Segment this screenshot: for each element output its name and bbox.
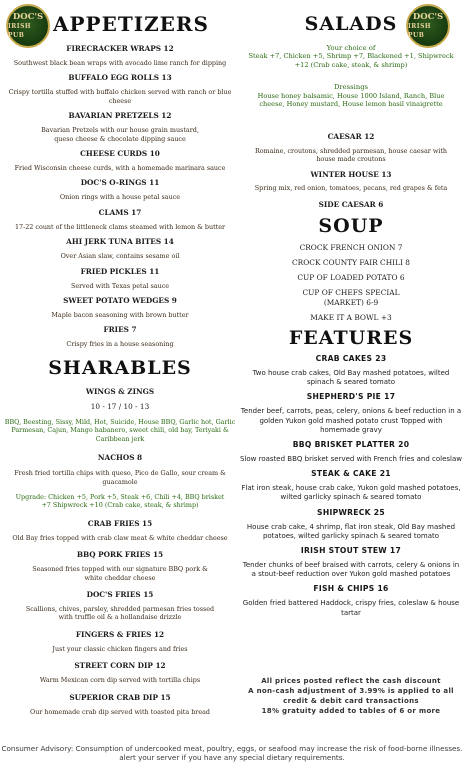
salad-item xyxy=(240,200,462,209)
soup-heading: SOUP xyxy=(318,215,384,237)
item-desc: Southwest black bean wraps with avocado lime ranch for dipping xyxy=(13,59,227,67)
logo-text-line2: IRISH PUB xyxy=(8,22,32,39)
item-name: SHEPHERD'S PIE 17 xyxy=(306,392,396,402)
item-name: SWEET POTATO WEDGES 9 xyxy=(63,296,177,306)
wing-flavors: BBQ, Beesting, Sissy, Mild, Hot, Suicide, House BBQ, Garlic hot, Garlic Parmesan, Cajun, Mango habanero, sweet chili, old bay, Teriyaki & Caribbean jerk xyxy=(4,418,236,443)
item-desc: Tender beef, carrots, peas, celery, onions & beef reduction in a golden Yukon gold mashed potato crust Topped with homemade gravy xyxy=(240,407,462,434)
item-desc: Bavarian Pretzels with our house grain mustard, queso cheese & chocolate dipping sauce xyxy=(41,126,199,143)
sharable-item xyxy=(2,519,238,542)
item-desc: Scallions, chives, parsley, shredded parmesan fries tossed with truffle oil & a hollandaise drizzle xyxy=(25,605,215,622)
soup-list xyxy=(240,243,462,323)
appetizers-heading: APPETIZERS xyxy=(53,12,209,36)
sharables-list xyxy=(2,387,238,716)
item-desc: Spring mix, red onion, tomatoes, pecans, red grapes & feta xyxy=(254,183,448,192)
sharable-item-wings xyxy=(2,387,238,443)
item-desc: Fried Wisconsin cheese curds, with a homemade marinara sauce xyxy=(14,164,226,173)
item-name: STREET CORN DIP 12 xyxy=(74,661,166,671)
sharables-heading: SHARABLES xyxy=(48,357,192,379)
item-name: CRAB FRIES 15 xyxy=(87,518,153,528)
sharable-item xyxy=(2,693,238,716)
sharable-item-nachos xyxy=(2,453,238,510)
item-name: CAESAR 12 xyxy=(327,132,375,141)
pricing-notes xyxy=(240,676,462,716)
item-name: WINTER HOUSE 13 xyxy=(310,169,392,179)
sharable-item xyxy=(2,590,238,622)
item-name: STEAK & CAKE 21 xyxy=(311,469,391,479)
logo-text-line1: DOC'S xyxy=(412,11,444,22)
features-heading: FEATURES xyxy=(288,327,414,349)
logo-text-line1: DOC'S xyxy=(12,11,44,22)
item-desc: Two house crab cakes, Old Bay mashed potatoes, wilted spinach & seared tomato xyxy=(252,369,450,387)
appetizer-item xyxy=(2,296,238,319)
consumer-advisory: Consumer Advisory: Consumption of undercooked meat, poultry, eggs, or seafood may increase the risk of food-borne illnesses. alert your server if you have any special dietary requirements. xyxy=(1,744,463,763)
appetizer-item xyxy=(2,111,238,143)
item-desc: Over Asian slaw, contains sesame oil xyxy=(60,252,180,261)
salads-heading: SALADS xyxy=(304,13,398,35)
item-desc: Flat iron steak, house crab cake, Yukon gold mashed potatoes, wilted garlicky spinach & seared tomato xyxy=(241,484,461,502)
item-desc: Our homemade crab dip served with toasted pita bread xyxy=(29,707,211,716)
item-name: BAVARIAN PRETZELS 12 xyxy=(68,111,172,121)
salad-item xyxy=(240,170,462,192)
item-name: FRIED PICKLES 11 xyxy=(80,266,160,276)
item-desc: Slow roasted BBQ brisket served with French fries and coleslaw xyxy=(240,455,462,464)
item-name: FINGERS & FRIES 12 xyxy=(75,629,165,639)
appetizer-item xyxy=(2,44,238,67)
appetizer-item xyxy=(2,149,238,172)
features-list xyxy=(240,354,462,618)
soup-item: CUP OF LOADED POTATO 6 xyxy=(297,273,405,282)
item-name: WINGS & ZINGS xyxy=(85,387,155,396)
item-name: BBQ PORK FRIES 15 xyxy=(76,550,164,560)
card-adjustment-note: A non-cash adjustment of 3.99% is applied to all credit & debit card transactions xyxy=(248,687,454,705)
item-desc: Fresh fried tortilla chips with queso, Pico de Gallo, sour cream & guacamole xyxy=(14,469,226,486)
item-name: DOC'S FRIES 15 xyxy=(86,590,154,600)
item-desc: Crispy tortilla stuffed with buffalo chicken served with ranch or blue cheese xyxy=(8,88,232,105)
soup-item: MAKE IT A BOWL +3 xyxy=(310,313,392,322)
item-desc: Crispy fries in a house seasoning xyxy=(66,340,174,349)
item-name: SHIPWRECK 25 xyxy=(317,507,385,517)
gratuity-note: 18% gratuity added to tables of 6 or more xyxy=(261,707,441,715)
item-name: BBQ BRISKET PLATTER 20 xyxy=(292,440,410,450)
item-desc: Maple bacon seasoning with brown butter xyxy=(51,311,189,320)
appetizer-item xyxy=(2,237,238,260)
item-name: CHEESE CURDS 10 xyxy=(80,149,160,159)
salads-list xyxy=(240,132,462,209)
sharable-item xyxy=(2,661,238,684)
dressings-label: Dressings xyxy=(333,83,369,92)
item-desc: Served with Texas petal sauce xyxy=(70,281,170,290)
salad-choice-label: Your choice of xyxy=(326,44,376,52)
item-desc: Onion rings with a house petal sauce xyxy=(59,193,181,202)
feature-item xyxy=(240,584,462,617)
sharable-item xyxy=(2,630,238,653)
item-name: FRIES 7 xyxy=(103,325,137,335)
item-name: FISH & CHIPS 16 xyxy=(313,584,389,594)
item-desc: Just your classic chicken fingers and fries xyxy=(52,644,188,653)
item-name: CLAMS 17 xyxy=(98,207,142,217)
appetizer-item xyxy=(2,208,238,231)
item-desc: Golden fried battered Haddock, crispy fries, coleslaw & house tartar xyxy=(242,599,460,617)
soup-item: CROCK FRENCH ONION 7 xyxy=(299,243,403,252)
item-name: NACHOS 8 xyxy=(97,453,143,463)
item-name: SUPERIOR CRAB DIP 15 xyxy=(69,692,171,702)
feature-item xyxy=(240,440,462,464)
item-desc: Seasoned fries topped with our signature BBQ pork & white cheddar cheese xyxy=(32,565,208,582)
logo-text-line2: IRISH PUB xyxy=(408,22,432,39)
item-name: BUFFALO EGG ROLLS 13 xyxy=(68,73,172,83)
nachos-upgrade: Upgrade: Chicken +5, Pork +5, Steak +6, Chili +4, BBQ brisket +7 Shipwreck +10 (Crab cake, steak, & shrimp) xyxy=(15,493,225,510)
soup-item: CROCK COUNTY FAIR CHILI 8 xyxy=(292,258,410,267)
appetizer-item xyxy=(2,178,238,201)
item-name: FIRECRACKER WRAPS 12 xyxy=(66,44,174,53)
feature-item xyxy=(240,546,462,579)
soup-item: CUP OF CHEFS SPECIAL (MARKET) 6-9 xyxy=(302,288,400,307)
feature-item xyxy=(240,354,462,387)
item-desc: 17-22 count of the littleneck clams steamed with lemon & butter xyxy=(14,222,226,231)
item-desc: Warm Mexican corn dip served with tortilla chips xyxy=(39,676,201,685)
item-desc: Old Bay fries topped with crab claw meat & white cheddar cheese xyxy=(12,533,228,542)
feature-item xyxy=(240,392,462,435)
feature-item xyxy=(240,469,462,502)
appetizer-item xyxy=(2,325,238,348)
item-name: SIDE CAESAR 6 xyxy=(318,200,384,210)
salad-choice-options: Steak +7, Chicken +5, Shrimp +7, Blackened +1, Shipwreck +12 (Crab cake, steak, & shrimp) xyxy=(248,52,454,69)
sharable-item xyxy=(2,550,238,582)
salad-options xyxy=(240,44,462,108)
item-price: 10 - 17 / 10 - 13 xyxy=(90,402,150,411)
item-name: AHI JERK TUNA BITES 14 xyxy=(66,237,174,247)
item-desc: House crab cake, 4 shrimp, flat iron steak, Old Bay mashed potatoes, wilted garlicky spinach & seared tomato xyxy=(246,522,456,540)
item-name: IRISH STOUT STEW 17 xyxy=(300,546,402,556)
salad-item xyxy=(240,132,462,164)
item-desc: Romaine, croutons, shredded parmesan, house caesar with house made croutons xyxy=(254,147,448,164)
cash-discount-note: All prices posted reflect the cash discount xyxy=(261,677,441,685)
item-name: CRAB CAKES 23 xyxy=(315,354,387,363)
item-desc: Tender chunks of beef braised with carrots, celery & onions in a stout-beef reduction over Yukon gold mashed potatoes xyxy=(242,561,460,579)
appetizer-item xyxy=(2,73,238,105)
dressings-list: House honey balsamic, House 1000 Island, Ranch, Blue cheese, Honey mustard, House lemon basil vinaigrette xyxy=(257,91,445,109)
feature-item xyxy=(240,508,462,541)
appetizer-item xyxy=(2,267,238,290)
item-name: DOC'S O-RINGS 11 xyxy=(80,178,160,188)
appetizers-list xyxy=(2,44,238,349)
